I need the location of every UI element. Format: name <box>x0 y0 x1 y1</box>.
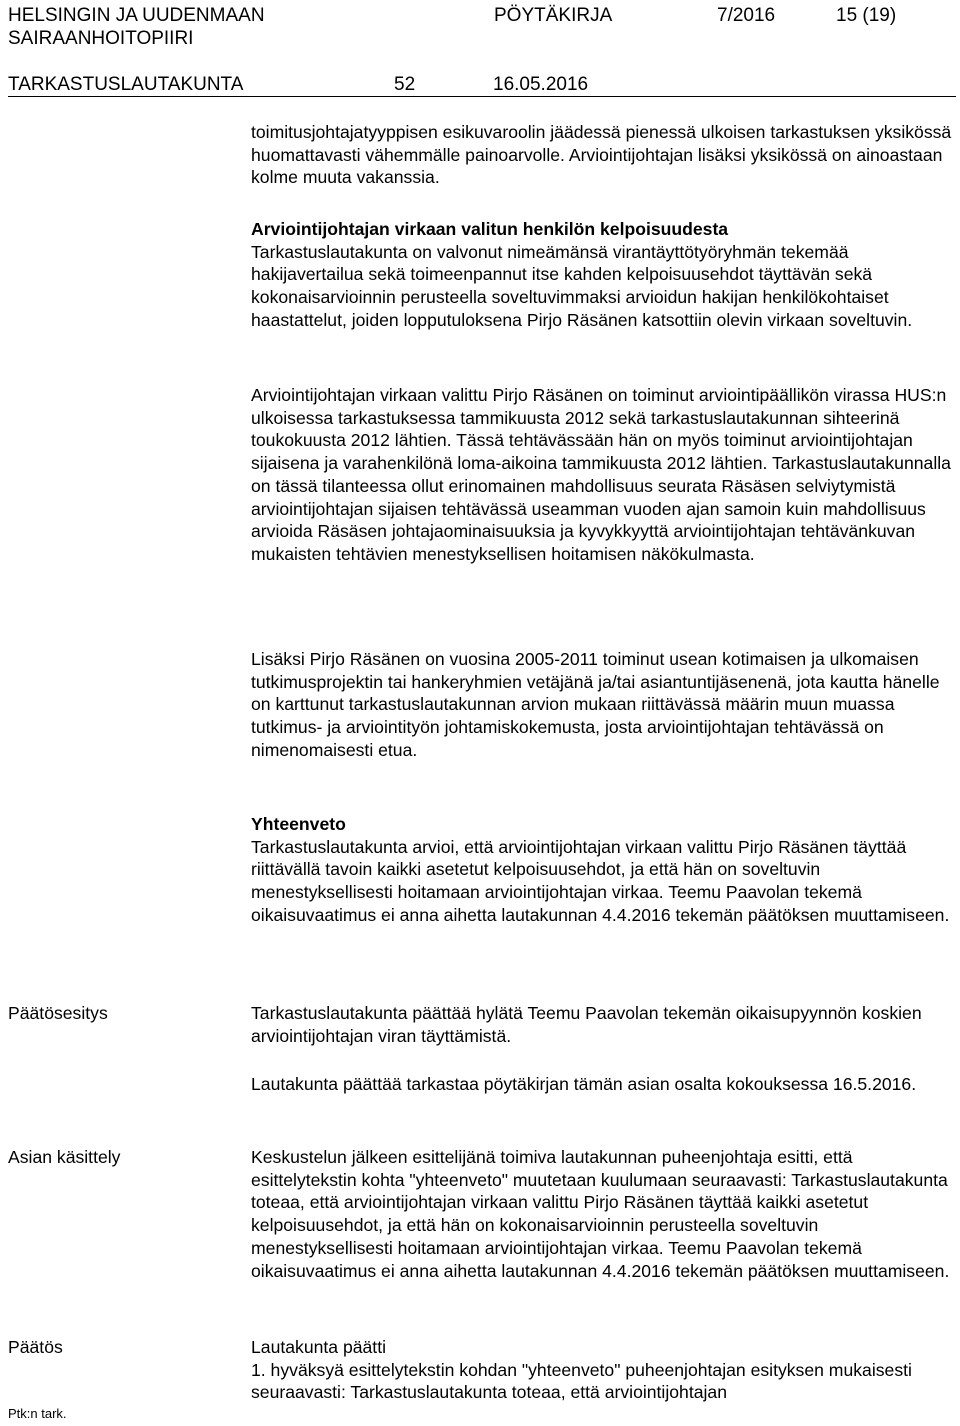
header-divider <box>8 96 956 97</box>
research-text: Lisäksi Pirjo Räsänen on vuosina 2005-2011 toiminut usean kotimaisen ja ulkomaisen tutkimusprojektin tai hankeryhmien vetäjänä ja/tai asiantuntijäsenenä, jota kautta hänelle on karttunut tarkastuslautakunnan arvion mukaan riittävässä määrin muun muassa tutkimus- ja arviointityön johtamiskokemusta, josta arviointijohtajan tehtävässä on nimenomaisesti etua. <box>251 649 940 760</box>
meeting-date: 16.05.2016 <box>493 74 589 95</box>
org-name-line1: HELSINGIN JA UUDENMAAN <box>8 5 265 26</box>
proposal-label: Päätösesitys <box>8 1003 108 1023</box>
proposal-text-2 <box>251 1073 956 1096</box>
summary-heading: Yhteenveto <box>251 814 346 834</box>
experience-paragraph <box>251 384 956 566</box>
handling-label: Asian käsittely <box>8 1147 121 1167</box>
intro-text: toimitusjohtajatyyppisen esikuvaroolin jäädessä pienessä ulkoisen tarkastuksen yksikössä huomattavasti vähemmälle painoarvolle. Arviointijohtajan lisäksi yksikössä on ainoastaan kolme muuta vakanssia. <box>251 122 952 188</box>
handling-text: Keskustelun jälkeen esittelijänä toimiva lautakunnan puheenjohtaja esitti, että esittelytekstin kohta "yhteenveto" muutetaan kuulumaan seuraavasti: Tarkastuslautakunta toteaa, että arviointijohtajan virkaan valittu Pirjo Räsänen täyttää kaikki asetetut kelpoisuusehdot, ja että hän on kokonaisarvioinnin perusteella soveltuvin menestyksellisesti hoitamaan arviointijohtajan virkaa. Teemu Paavolan tekemä oikaisuvaatimus ei anna aihetta lautakunnan 4.4.2016 tekemän päätöksen muuttamiseen. <box>251 1147 950 1281</box>
experience-text: Arviointijohtajan virkaan valittu Pirjo Räsänen on toiminut arviointipäällikön virassa HUS:n ulkoisessa tarkastuksessa tammikuusta 2012 sekä tarkastuslautakunnan sihteerinä toukokuusta 2012 lähtien. Tässä tehtävässään hän on myös toiminut arviointijohtajan sijaisena ja varahenkilönä loma-aikoina tammikuusta 2012 lähtien. Tarkastuslautakunnalla on tässä tilanteessa ollut erinomainen mahdollisuus seurata Räsäsen selviytymistä arviointijohtajan sijaisen tehtävässä useamman vuoden ajan samoin kuin mahdollisuus arvioida Räsäsen johtajaominaisuuksia ja kyvykkyyttä arviointijohtajan tehtävänkuvan mukaisten tehtävien menestyksellisen hoitamisen näkökulmasta. <box>251 385 951 564</box>
org-name-line2: SAIRAANHOITOPIIRI <box>8 28 194 49</box>
research-paragraph <box>251 648 956 762</box>
decision-label: Päätös <box>8 1337 63 1357</box>
qualification-text: Tarkastuslautakunta on valvonut nimeämänsä virantäyttötyöryhmän tekemää hakijavertailua sekä toimeenpannut itse kahden kelpoisuusehdot täyttävän sekä kokonaisarvioinnin perusteella soveltuvimmaksi arvioidun hakijan henkilökohtaiset haastattelut, joiden lopputuloksena Pirjo Räsänen katsottiin olevin virkaan soveltuvin. <box>251 241 913 330</box>
summary-section <box>251 813 956 927</box>
page-number: 15 (19) <box>836 5 897 26</box>
decision-line1: Lautakunta päätti <box>251 1337 386 1357</box>
summary-text: Tarkastuslautakunta arvioi, että arviointijohtajan virkaan valittu Pirjo Räsänen täyttää riittävällä tavoin kaikki asetetut kelpoisuusehdot, ja että hän on soveltuvin menestyksellisesti hoitamaan arviointijohtajan virkaa. Teemu Paavolan tekemä oikaisuvaatimus ei anna aihetta lautakunnan 4.4.2016 tekemän päätöksen muuttamiseen. <box>251 836 950 925</box>
document-number: 7/2016 <box>717 5 776 26</box>
proposal-text-1 <box>251 1002 956 1047</box>
intro-paragraph <box>251 121 956 189</box>
proposal-inspection-text: Lautakunta päättää tarkastaa pöytäkirjan tämän asian osalta kokouksessa 16.5.2016. <box>251 1074 917 1094</box>
section-number: 52 <box>394 74 416 95</box>
minutes-checker-label: Ptk:n tark. <box>8 1406 67 1421</box>
proposal-text: Tarkastuslautakunta päättää hylätä Teemu Paavolan tekemän oikaisupyynnön koskien arviointijohtajan viran täyttämistä. <box>251 1003 922 1046</box>
qualification-section <box>251 218 956 332</box>
handling-section <box>251 1146 956 1282</box>
qualification-heading: Arviointijohtajan virkaan valitun henkilön kelpoisuudesta <box>251 219 729 239</box>
document-type: PÖYTÄKIRJA <box>494 5 613 26</box>
decision-section <box>251 1336 956 1404</box>
decision-line2: 1. hyväksyä esittelytekstin kohdan "yhteenveto" puheenjohtajan esityksen mukaisesti seuraavasti: Tarkastuslautakunta toteaa, että arviointijohtajan <box>251 1359 912 1403</box>
committee-name: TARKASTUSLAUTAKUNTA <box>8 74 244 95</box>
